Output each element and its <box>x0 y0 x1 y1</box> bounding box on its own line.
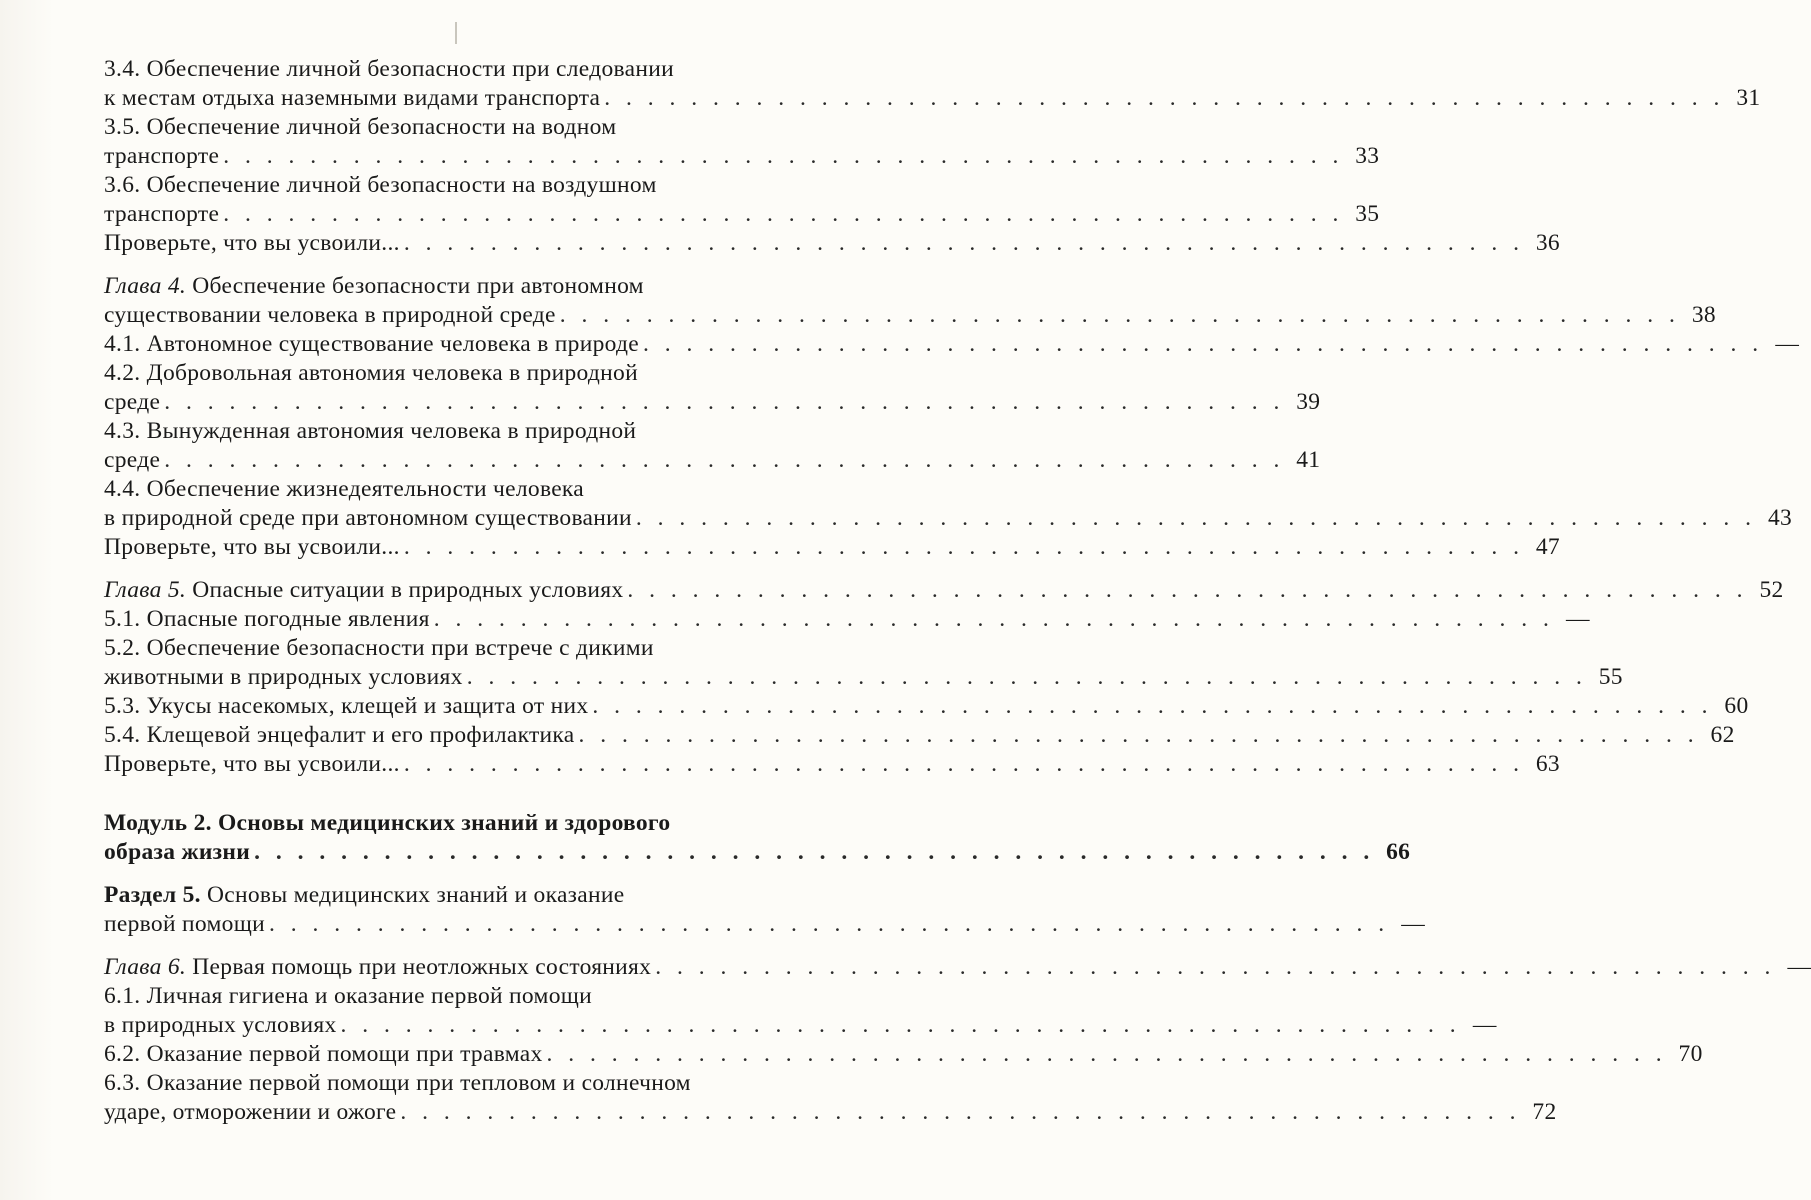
toc-entry-text: среде <box>104 447 161 473</box>
toc-entry-line <box>104 576 1784 605</box>
leader-dots: . . . . . . . . . . . . . . . . . . . . . . . . . . . . . . . . . . . . . . . . . . . . . . . . . . . . <box>403 230 1524 256</box>
toc-entry[interactable] <box>104 692 1749 721</box>
toc-entry[interactable] <box>104 982 1497 1040</box>
leader-dots: . . . . . . . . . . . . . . . . . . . . . . . . . . . . . . . . . . . . . . . . . . . . . . . . . . . . <box>578 722 1699 748</box>
toc-entry-text: Первая помощь при неотложных состояниях <box>186 954 652 980</box>
page-number: 63 <box>1535 751 1560 777</box>
leader-dots: . . . . . . . . . . . . . . . . . . . . . . . . . . . . . . . . . . . . . . . . . . . . . . . . . . . . <box>403 751 1524 777</box>
toc-entry-line <box>104 229 1560 258</box>
toc-entry-line <box>104 1098 1557 1127</box>
toc-entry-line <box>104 301 1716 330</box>
page-number: 31 <box>1736 85 1761 111</box>
toc-entry[interactable] <box>104 475 1793 533</box>
leader-dots: . . . . . . . . . . . . . . . . . . . . . . . . . . . . . . . . . . . . . . . . . . . . . . . . . . . . <box>164 389 1285 415</box>
toc-entry-text: в природной среде при автономном существовании <box>104 505 632 531</box>
toc-entry[interactable] <box>104 229 1560 258</box>
leader-dots: . . . . . . . . . . . . . . . . . . . . . . . . . . . . . . . . . . . . . . . . . . . . . . . . . . . . <box>559 302 1680 328</box>
leader-dots: . . . . . . . . . . . . . . . . . . . . . . . . . . . . . . . . . . . . . . . . . . . . . . . . . . . . <box>164 447 1285 473</box>
leader-dots: . . . . . . . . . . . . . . . . . . . . . . . . . . . . . . . . . . . . . . . . . . . . . . . . . . . . <box>592 693 1713 719</box>
toc-entry-text: 4.3. Вынужденная автономия человека в природной <box>104 418 637 444</box>
toc-entry-text: Проверьте, что вы усвоили... <box>104 751 400 777</box>
page-number: 43 <box>1767 505 1793 531</box>
page-number: 62 <box>1710 722 1735 748</box>
toc-entry-text: к местам отдыха наземными видами транспорта <box>104 85 601 111</box>
page-number: — <box>1566 606 1590 632</box>
toc-entry-text: 6.3. Оказание первой помощи при тепловом и солнечном <box>104 1070 691 1096</box>
toc-entry-text: 5.2. Обеспечение безопасности при встрече с дикими <box>104 635 654 661</box>
toc-entry[interactable] <box>104 330 1800 359</box>
toc-group <box>104 272 1800 562</box>
toc-entry-line <box>104 982 852 1011</box>
toc-entry-line <box>104 533 1560 562</box>
toc-entry-text: животными в природных условиях <box>104 664 463 690</box>
toc-entry[interactable] <box>104 1040 1703 1069</box>
page-number: 52 <box>1759 577 1784 603</box>
page-number: 47 <box>1535 534 1560 560</box>
page-number: 60 <box>1724 693 1749 719</box>
toc-group <box>104 576 1784 779</box>
chapter-label: Глава 4. <box>104 273 187 299</box>
toc-entry[interactable] <box>104 881 1426 939</box>
page-number: — <box>1775 331 1800 357</box>
toc-entry-line <box>104 446 1321 475</box>
leader-dots: . . . . . . . . . . . . . . . . . . . . . . . . . . . . . . . . . . . . . . . . . . . . . . . . . . . . <box>655 954 1776 980</box>
page-number: 41 <box>1296 447 1321 473</box>
toc-entry-text: Опасные ситуации в природных условиях <box>186 577 624 603</box>
chapter-label: Глава 5. <box>104 577 187 603</box>
page-number: 38 <box>1691 302 1716 328</box>
toc-entry-line <box>104 475 852 504</box>
page-number: 33 <box>1355 143 1380 169</box>
toc-entry-text: 4.4. Обеспечение жизнедеятельности человека <box>104 476 585 502</box>
toc-entry-text: образа жизни <box>104 839 251 865</box>
toc-entry[interactable] <box>104 113 1380 171</box>
page-number: — <box>1401 911 1426 937</box>
leader-dots: . . . . . . . . . . . . . . . . . . . . . . . . . . . . . . . . . . . . . . . . . . . . . . . . . . . . <box>635 505 1757 531</box>
toc-entry-line <box>104 330 1800 359</box>
toc-entry-line <box>104 634 852 663</box>
page-number: 66 <box>1386 839 1411 865</box>
toc-entry-line <box>104 809 852 838</box>
toc-entry[interactable] <box>104 533 1560 562</box>
toc-entry-text: Основы медицинских знаний и оказание <box>200 882 625 908</box>
toc-entry-line <box>104 881 852 910</box>
toc-entry-text: Проверьте, что вы усвоили... <box>104 230 400 256</box>
leader-dots: . . . . . . . . . . . . . . . . . . . . . . . . . . . . . . . . . . . . . . . . . . . . . . . . . . . . <box>340 1012 1461 1038</box>
toc-entry-line <box>104 721 1735 750</box>
toc-entry-text: 3.6. Обеспечение личной безопасности на воздушном <box>104 172 657 198</box>
toc-entry-line <box>104 605 1590 634</box>
toc-entry[interactable] <box>104 171 1380 229</box>
toc-entry-text: в природных условиях <box>104 1012 337 1038</box>
toc-group <box>104 953 1811 1127</box>
leader-dots: . . . . . . . . . . . . . . . . . . . . . . . . . . . . . . . . . . . . . . . . . . . . . . . . . . . . <box>627 577 1748 603</box>
leader-dots: . . . . . . . . . . . . . . . . . . . . . . . . . . . . . . . . . . . . . . . . . . . . . . . . . . . . <box>604 85 1725 111</box>
toc-entry-text: ударе, отморожении и ожоге <box>104 1099 397 1125</box>
toc-entry-line <box>104 84 1761 113</box>
leader-dots: . . . . . . . . . . . . . . . . . . . . . . . . . . . . . . . . . . . . . . . . . . . . . . . . . . . . <box>643 331 1764 357</box>
toc-entry[interactable] <box>104 417 1321 475</box>
toc-group <box>104 809 1411 867</box>
toc-entry-line <box>104 953 1811 982</box>
page-number: — <box>1787 954 1811 980</box>
page-number: 39 <box>1296 389 1321 415</box>
toc-entry-line <box>104 388 1321 417</box>
toc-entry-text: 5.4. Клещевой энцефалит и его профилактика <box>104 722 575 748</box>
page-crease <box>455 22 457 44</box>
leader-dots: . . . . . . . . . . . . . . . . . . . . . . . . . . . . . . . . . . . . . . . . . . . . . . . . . . . . <box>466 664 1587 690</box>
toc-entry-line <box>104 171 852 200</box>
toc-entry-text: существовании человека в природной среде <box>104 302 556 328</box>
page-number: — <box>1472 1012 1497 1038</box>
leader-dots: . . . . . . . . . . . . . . . . . . . . . . . . . . . . . . . . . . . . . . . . . . . . . . . . . . . . <box>254 839 1375 865</box>
toc-entry-line <box>104 663 1623 692</box>
leader-dots: . . . . . . . . . . . . . . . . . . . . . . . . . . . . . . . . . . . . . . . . . . . . . . . . . . . . <box>223 201 1344 227</box>
leader-dots: . . . . . . . . . . . . . . . . . . . . . . . . . . . . . . . . . . . . . . . . . . . . . . . . . . . . <box>546 1041 1667 1067</box>
table-of-contents <box>104 55 1811 1141</box>
toc-entry-text: 6.1. Личная гигиена и оказание первой помощи <box>104 983 593 1009</box>
section-label: Раздел 5. <box>104 882 201 908</box>
toc-entry-text: среде <box>104 389 161 415</box>
toc-entry-text: 4.2. Добровольная автономия человека в природной <box>104 360 638 386</box>
toc-entry-text: Проверьте, что вы усвоили... <box>104 534 400 560</box>
toc-entry[interactable] <box>104 272 1716 330</box>
toc-entry-line <box>104 692 1749 721</box>
toc-entry-text: Модуль 2. Основы медицинских знаний и здорового <box>104 810 671 836</box>
toc-entry-line <box>104 142 1380 171</box>
toc-entry-line <box>104 910 1426 939</box>
toc-group <box>104 55 1761 258</box>
toc-entry-text: 3.4. Обеспечение личной безопасности при следовании <box>104 56 674 82</box>
toc-entry[interactable] <box>104 1069 1557 1127</box>
toc-entry-text: Обеспечение безопасности при автономном <box>186 273 644 299</box>
toc-entry-text: транспорте <box>104 143 220 169</box>
toc-entry[interactable] <box>104 721 1735 750</box>
leader-dots: . . . . . . . . . . . . . . . . . . . . . . . . . . . . . . . . . . . . . . . . . . . . . . . . . . . . <box>400 1099 1521 1125</box>
toc-entry[interactable] <box>104 750 1560 779</box>
toc-group <box>104 881 1426 939</box>
leader-dots: . . . . . . . . . . . . . . . . . . . . . . . . . . . . . . . . . . . . . . . . . . . . . . . . . . . . <box>268 911 1390 937</box>
toc-entry-text: первой помощи <box>104 911 265 937</box>
leader-dots: . . . . . . . . . . . . . . . . . . . . . . . . . . . . . . . . . . . . . . . . . . . . . . . . . . . . <box>433 606 1554 632</box>
chapter-label: Глава 6. <box>104 954 187 980</box>
toc-entry[interactable] <box>104 634 1623 692</box>
toc-entry[interactable] <box>104 605 1590 634</box>
toc-entry-line <box>104 55 852 84</box>
toc-entry-line <box>104 113 852 142</box>
page-number: 70 <box>1678 1041 1703 1067</box>
toc-entry[interactable] <box>104 576 1784 605</box>
toc-entry[interactable] <box>104 953 1811 982</box>
toc-entry-line <box>104 1069 852 1098</box>
page-number: 35 <box>1355 201 1380 227</box>
leader-dots: . . . . . . . . . . . . . . . . . . . . . . . . . . . . . . . . . . . . . . . . . . . . . . . . . . . . <box>403 534 1524 560</box>
page-number: 72 <box>1532 1099 1557 1125</box>
leader-dots: . . . . . . . . . . . . . . . . . . . . . . . . . . . . . . . . . . . . . . . . . . . . . . . . . . . . <box>223 143 1344 169</box>
toc-entry-line <box>104 504 1793 533</box>
toc-entry-line <box>104 750 1560 779</box>
toc-entry-text: 6.2. Оказание первой помощи при травмах <box>104 1041 543 1067</box>
toc-entry[interactable] <box>104 809 1411 867</box>
toc-entry-line <box>104 200 1380 229</box>
toc-entry-line <box>104 838 1411 867</box>
toc-entry[interactable] <box>104 55 1761 113</box>
toc-entry-text: транспорте <box>104 201 220 227</box>
toc-entry-line <box>104 1040 1703 1069</box>
toc-entry-text: 3.5. Обеспечение личной безопасности на водном <box>104 114 617 140</box>
toc-entry-text: 5.1. Опасные погодные явления <box>104 606 430 632</box>
page-number: 55 <box>1598 664 1623 690</box>
toc-entry[interactable] <box>104 359 1321 417</box>
toc-entry-line <box>104 417 852 446</box>
page-number: 36 <box>1535 230 1560 256</box>
toc-entry-line <box>104 359 852 388</box>
toc-entry-text: 5.3. Укусы насекомых, клещей и защита от них <box>104 693 589 719</box>
toc-entry-line <box>104 272 852 301</box>
toc-entry-line <box>104 1011 1497 1040</box>
toc-entry-text: 4.1. Автономное существование человека в природе <box>104 331 639 357</box>
